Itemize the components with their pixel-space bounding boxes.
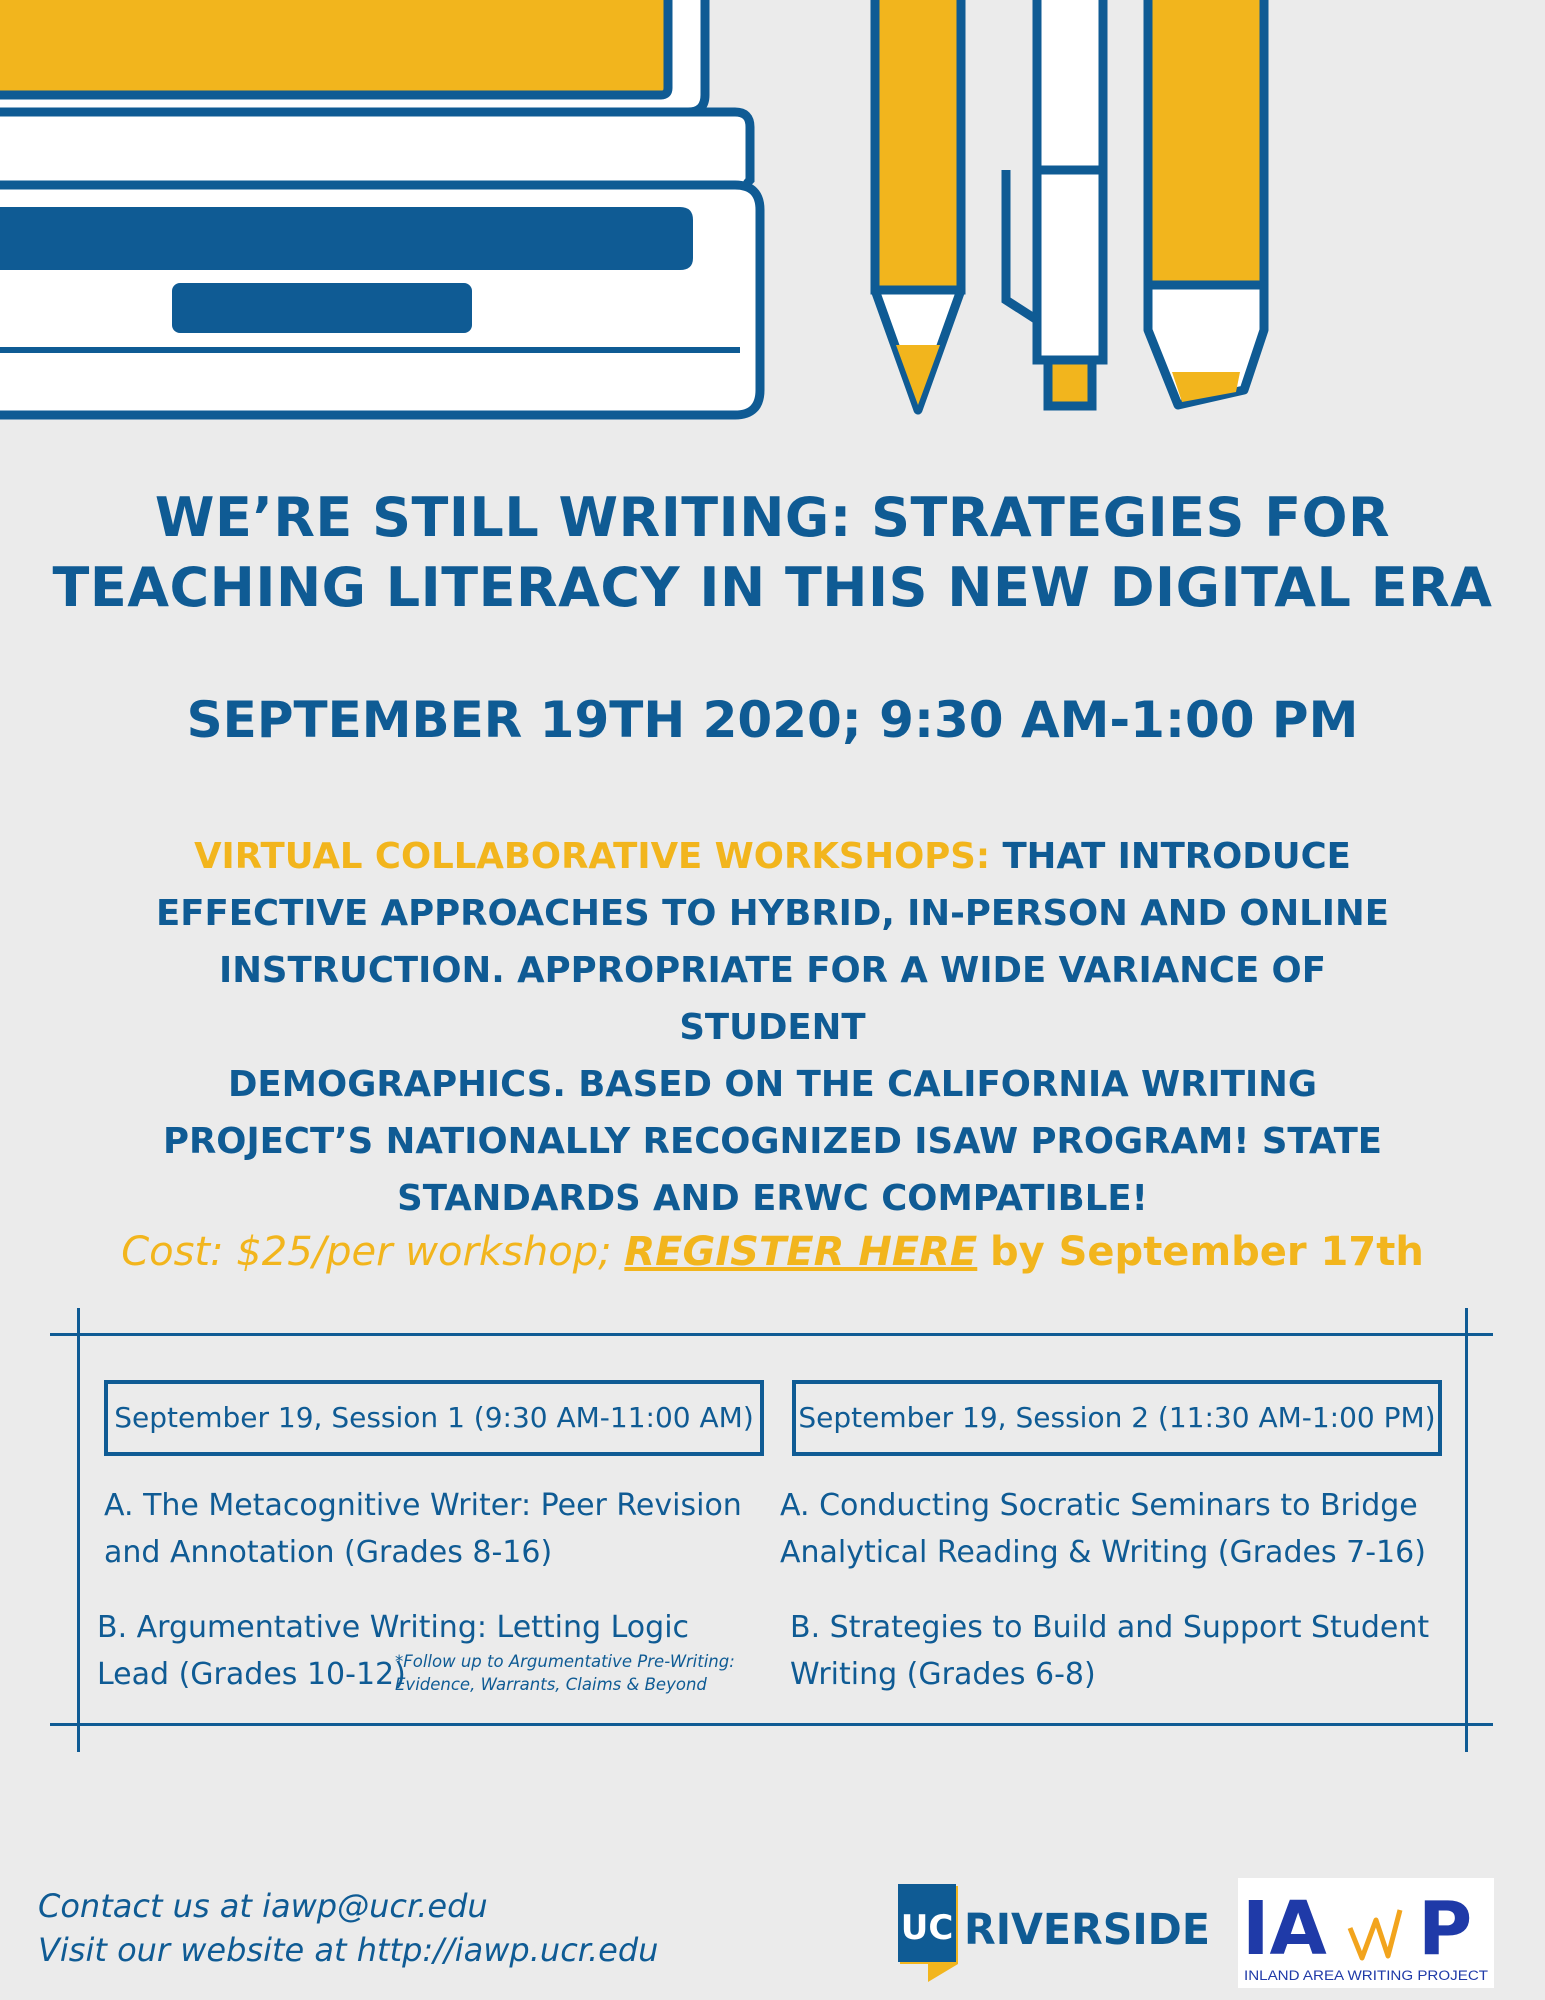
contact-website[interactable]: Visit our website at http://iawp.ucr.edu xyxy=(38,1931,659,1969)
session-2-workshop-a: A. Conducting Socratic Seminars to Bridge Analytical Reading & Writing (Grades 7-16) xyxy=(780,1488,1426,1570)
session-1-heading: September 19, Session 1 (9:30 AM-11:00 AM) xyxy=(104,1380,764,1456)
page-title-line-1: WE’RE STILL WRITING: STRATEGIES FOR xyxy=(154,486,1391,549)
pen-icon xyxy=(1006,0,1103,406)
pencil-icon xyxy=(875,0,961,410)
iawp-tagline: INLAND AREA WRITING PROJECT xyxy=(1244,1968,1488,1983)
iawp-letters-ia: IA xyxy=(1242,1886,1327,1972)
contact-block xyxy=(38,1884,658,1972)
register-link[interactable]: REGISTER HERE xyxy=(624,1229,978,1275)
contact-email[interactable]: Contact us at iawp@ucr.edu xyxy=(38,1887,488,1925)
description-highlight: VIRTUAL COLLABORATIVE WORKSHOPS: xyxy=(194,836,991,877)
session-1-workshop-a: A. The Metacognitive Writer: Peer Revision and Annotation (Grades 8-16) xyxy=(104,1488,742,1570)
iawp-logo xyxy=(1238,1878,1494,1988)
session-1-workshop-b: B. Argumentative Writing: Letting Logic Lead (Grades 10-12) *Follow up to Argumentative Pre-Writing: Evidence, Warrants, Claims & Beyond xyxy=(97,1610,735,1694)
iawp-letters-p: P xyxy=(1418,1886,1473,1972)
event-description xyxy=(130,828,1415,1227)
cost-text: Cost: $25/per workshop; xyxy=(121,1229,612,1275)
frame-right-line xyxy=(1465,1308,1468,1752)
laptop-icon xyxy=(0,0,760,415)
ucr-wordmark: RIVERSIDE xyxy=(964,1905,1210,1955)
session-2-workshop-b: B. Strategies to Build and Support Student Writing (Grades 6-8) xyxy=(790,1610,1430,1692)
header-illustration xyxy=(0,0,1545,440)
cost-line xyxy=(0,1224,1545,1280)
event-date: SEPTEMBER 19TH 2020; 9:30 AM-1:00 PM xyxy=(186,691,1359,749)
ucr-mark: UC xyxy=(900,1908,954,1948)
description-line-3: INSTRUCTION. APPROPRIATE FOR A WIDE VARIANCE OF STUDENT xyxy=(219,950,1326,1048)
pen-w-icon xyxy=(1350,1910,1400,1958)
session-2-heading: September 19, Session 2 (11:30 AM-1:00 PM) xyxy=(792,1380,1442,1456)
workshop-note: *Follow up to Argumentative Pre-Writing: Evidence, Warrants, Claims & Beyond xyxy=(395,1652,735,1694)
description-line-4: DEMOGRAPHICS. BASED ON THE CALIFORNIA WRITING xyxy=(227,1064,1318,1105)
frame-bottom-line xyxy=(50,1723,1493,1726)
uc-riverside-logo xyxy=(898,1884,1213,1984)
highlighter-icon xyxy=(1148,0,1264,405)
page-title-line-2: TEACHING LITERACY IN THIS NEW DIGITAL ERA xyxy=(52,556,1493,619)
description-line-1: VIRTUAL COLLABORATIVE WORKSHOPS: THAT INTRODUCE xyxy=(194,836,1351,877)
frame-top-line xyxy=(50,1333,1493,1336)
frame-left-line xyxy=(77,1308,80,1752)
register-deadline: by September 17th xyxy=(989,1229,1424,1275)
description-line-2: EFFECTIVE APPROACHES TO HYBRID, IN-PERSON AND ONLINE xyxy=(156,893,1389,934)
description-line-6: STANDARDS AND ERWC COMPATIBLE! xyxy=(397,1178,1148,1219)
description-line-5: PROJECT’S NATIONALLY RECOGNIZED ISAW PROGRAM! STATE xyxy=(162,1121,1383,1162)
